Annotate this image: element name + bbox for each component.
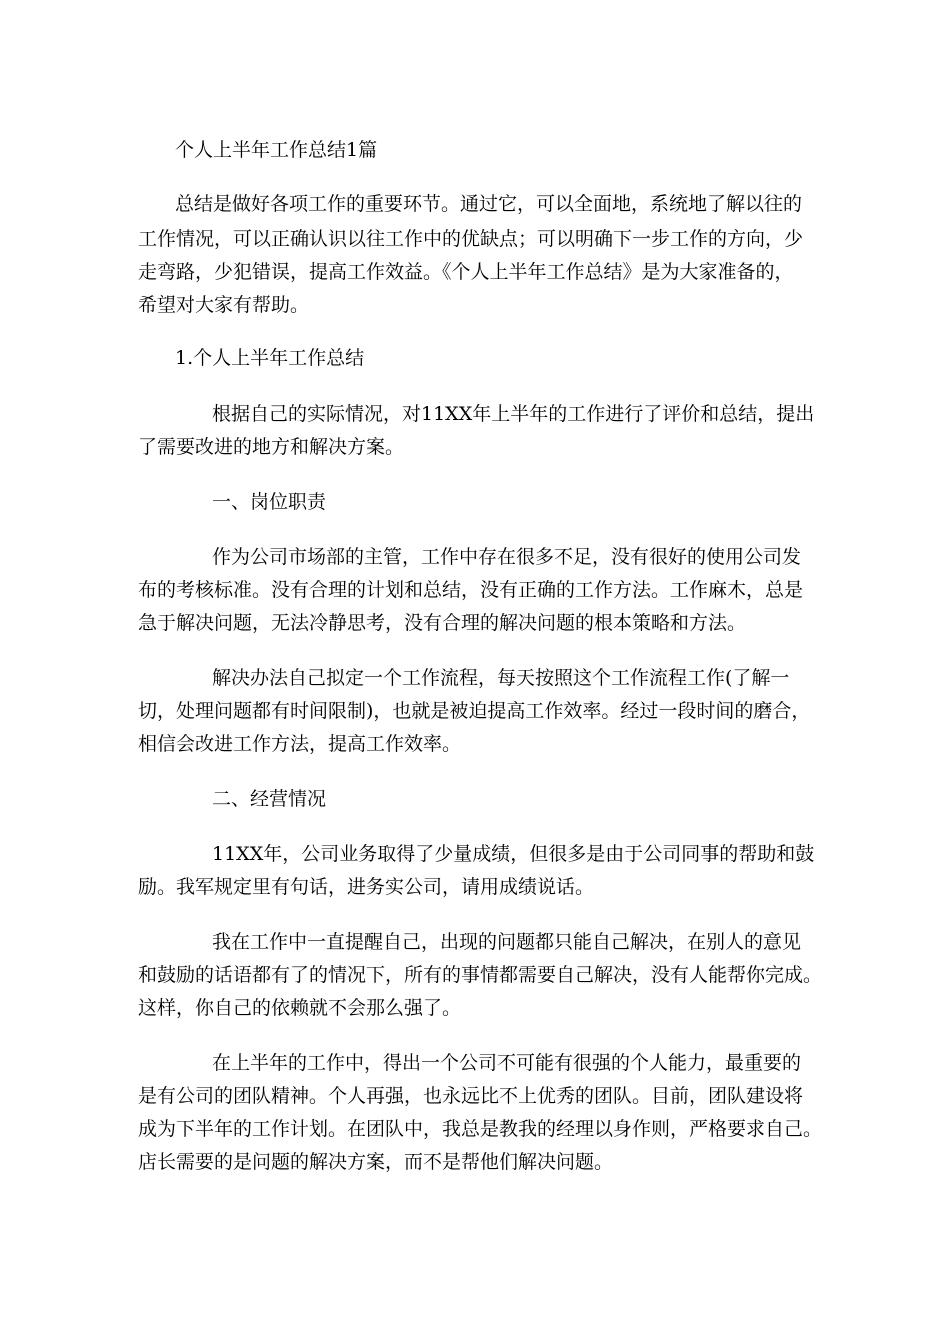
paragraph-line: 布的考核标准。没有合理的计划和总结，没有正确的工作方法。工作麻木，总是	[138, 579, 804, 601]
paragraph-line: 切，处理问题都有时间限制)，也就是被迫提高工作效率。经过一段时间的磨合，	[138, 700, 811, 722]
document-title: 个人上半年工作总结1篇	[175, 139, 378, 161]
paragraph-line: 励。我军规定里有句话，进务实公司，请用成绩说话。	[138, 876, 595, 898]
paragraph-line: 走弯路，少犯错误，提高工作效益。《个人上半年工作总结》是为大家准备的，	[138, 261, 794, 283]
section-heading: 1.个人上半年工作总结	[175, 347, 365, 369]
paragraph-line: 解决办法自己拟定一个工作流程，每天按照这个工作流程工作(了解一	[212, 667, 790, 689]
paragraph-line: 和鼓励的话语都有了的情况下，所有的事情都需要自己解决，没有人能帮你完成。	[138, 964, 823, 986]
paragraph-line: 作为公司市场部的主管，工作中存在很多不足，没有很好的使用公司发	[212, 546, 802, 568]
paragraph-line: 这样，你自己的依赖就不会那么强了。	[138, 997, 462, 1019]
subheading-operations: 二、经营情况	[212, 788, 327, 810]
paragraph-line: 相信会改进工作方法，提高工作效率。	[138, 733, 462, 755]
paragraph-line: 了需要改进的地方和解决方案。	[138, 436, 405, 458]
paragraph-line: 我在工作中一直提醒自己，出现的问题都只能自己解决，在别人的意见	[212, 931, 802, 953]
paragraph-line: 店长需要的是问题的解决方案，而不是帮他们解决问题。	[138, 1151, 614, 1173]
paragraph-line: 11XX年，公司业务取得了少量成绩，但很多是由于公司同事的帮助和鼓	[212, 843, 815, 865]
paragraph-line: 希望对大家有帮助。	[138, 294, 310, 316]
paragraph-line: 急于解决问题，无法冷静思考，没有合理的解决问题的根本策略和方法。	[138, 612, 747, 634]
paragraph-line: 总结是做好各项工作的重要环节。通过它，可以全面地，系统地了解以往的	[175, 193, 803, 215]
paragraph-line: 是有公司的团队精神。个人再强，也永远比不上优秀的团队。目前，团队建设将	[138, 1085, 804, 1107]
paragraph-line: 根据自己的实际情况，对11XX年上半年的工作进行了评价和总结，提出	[212, 403, 815, 425]
subheading-duties: 一、岗位职责	[212, 491, 327, 513]
paragraph-line: 成为下半年的工作计划。在团队中，我总是教我的经理以身作则，严格要求自己。	[138, 1118, 823, 1140]
paragraph-line: 工作情况，可以正确认识以往工作中的优缺点；可以明确下一步工作的方向，少	[138, 228, 804, 250]
paragraph-line: 在上半年的工作中，得出一个公司不可能有很强的个人能力，最重要的	[212, 1052, 802, 1074]
